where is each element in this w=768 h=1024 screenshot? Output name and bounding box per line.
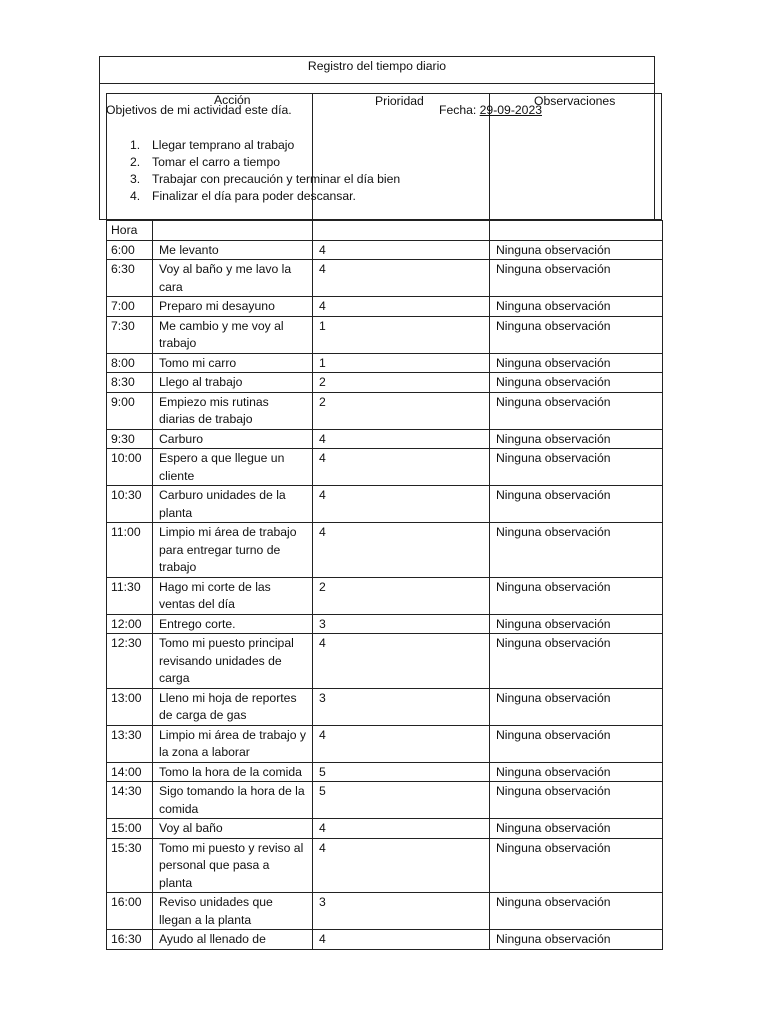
hora-cell: 14:00 <box>107 762 153 782</box>
prioridad-cell: 4 <box>313 429 490 449</box>
accion-cell: Empiezo mis rutinas diarias de trabajo <box>153 392 313 429</box>
table-row <box>107 819 663 839</box>
hora-cell: 7:00 <box>107 297 153 317</box>
table-row <box>107 297 663 317</box>
observacion-cell: Ninguna observación <box>490 782 663 819</box>
observacion-cell: Ninguna observación <box>490 373 663 393</box>
hora-cell: 10:30 <box>107 486 153 523</box>
prioridad-cell: 4 <box>313 297 490 317</box>
observacion-cell: Ninguna observación <box>490 486 663 523</box>
accion-cell: Llego al trabajo <box>153 373 313 393</box>
table-row <box>107 725 663 762</box>
table-row <box>107 316 663 353</box>
hora-header: Hora <box>107 221 153 241</box>
table-row <box>107 930 663 950</box>
hora-cell: 15:30 <box>107 838 153 893</box>
prioridad-cell: 4 <box>313 486 490 523</box>
hora-cell: 15:00 <box>107 819 153 839</box>
header-empty-cell <box>153 221 313 241</box>
prioridad-cell: 3 <box>313 614 490 634</box>
table-row <box>107 260 663 297</box>
observacion-cell: Ninguna observación <box>490 449 663 486</box>
observacion-cell: Ninguna observación <box>490 838 663 893</box>
table-row <box>107 782 663 819</box>
observacion-cell: Ninguna observación <box>490 614 663 634</box>
hora-cell: 16:30 <box>107 930 153 950</box>
time-log-body <box>107 221 663 950</box>
objetivo-num-4: 4. <box>130 189 141 203</box>
accion-cell: Reviso unidades que llegan a la planta <box>153 893 313 930</box>
table-row <box>107 577 663 614</box>
table-row <box>107 523 663 578</box>
accion-cell: Tomo mi puesto y reviso al personal que pasa a planta <box>153 838 313 893</box>
objetivo-text-2: Tomar el carro a tiempo <box>152 155 281 169</box>
prioridad-cell: 4 <box>313 449 490 486</box>
hora-cell: 8:00 <box>107 353 153 373</box>
observacion-cell: Ninguna observación <box>490 634 663 689</box>
accion-cell: Me levanto <box>153 240 313 260</box>
time-log-table <box>106 220 663 950</box>
table-row <box>107 240 663 260</box>
col-header-accion: Acción <box>214 93 251 107</box>
table-row <box>107 449 663 486</box>
hora-cell: 6:00 <box>107 240 153 260</box>
table-row <box>107 392 663 429</box>
hora-cell: 12:00 <box>107 614 153 634</box>
prioridad-cell: 1 <box>313 353 490 373</box>
observacion-cell: Ninguna observación <box>490 688 663 725</box>
hora-cell: 11:00 <box>107 523 153 578</box>
objetivo-num-2: 2. <box>130 155 141 169</box>
table-row <box>107 353 663 373</box>
accion-cell: Limpio mi área de trabajo para entregar turno de trabajo <box>153 523 313 578</box>
accion-cell: Voy al baño <box>153 819 313 839</box>
table-row <box>107 762 663 782</box>
table-row <box>107 688 663 725</box>
fecha-value: 29-09-2023 <box>479 103 542 117</box>
hora-cell: 14:30 <box>107 782 153 819</box>
prioridad-cell: 2 <box>313 577 490 614</box>
observacion-cell: Ninguna observación <box>490 930 663 950</box>
prioridad-cell: 4 <box>313 819 490 839</box>
accion-cell: Tomo la hora de la comida <box>153 762 313 782</box>
prioridad-cell: 4 <box>313 260 490 297</box>
observacion-cell: Ninguna observación <box>490 725 663 762</box>
hora-cell: 11:30 <box>107 577 153 614</box>
prioridad-cell: 1 <box>313 316 490 353</box>
objetivo-text-3: Trabajar con precaución y terminar el día bien <box>152 172 401 186</box>
prioridad-cell: 4 <box>313 838 490 893</box>
table-row <box>107 614 663 634</box>
table-row <box>107 429 663 449</box>
hora-cell: 16:00 <box>107 893 153 930</box>
table-header-row <box>107 221 663 241</box>
objetivo-text-1: Llegar temprano al trabajo <box>152 138 295 152</box>
prioridad-cell: 4 <box>313 725 490 762</box>
accion-cell: Espero a que llegue un cliente <box>153 449 313 486</box>
accion-cell: Preparo mi desayuno <box>153 297 313 317</box>
hora-cell: 12:30 <box>107 634 153 689</box>
table-row <box>107 634 663 689</box>
observacion-cell: Ninguna observación <box>490 429 663 449</box>
accion-cell: Tomo mi carro <box>153 353 313 373</box>
accion-cell: Voy al baño y me lavo la cara <box>153 260 313 297</box>
hora-cell: 8:30 <box>107 373 153 393</box>
table-row <box>107 893 663 930</box>
observacion-cell: Ninguna observación <box>490 353 663 373</box>
observacion-cell: Ninguna observación <box>490 893 663 930</box>
hora-cell: 7:30 <box>107 316 153 353</box>
prioridad-cell: 2 <box>313 392 490 429</box>
header-empty-cell <box>313 221 490 241</box>
prioridad-cell: 3 <box>313 688 490 725</box>
prioridad-cell: 4 <box>313 930 490 950</box>
prioridad-cell: 4 <box>313 634 490 689</box>
hora-cell: 9:30 <box>107 429 153 449</box>
page-title: Registro del tiempo diario <box>307 59 447 73</box>
observacion-cell: Ninguna observación <box>490 762 663 782</box>
prioridad-cell: 5 <box>313 782 490 819</box>
prioridad-cell: 2 <box>313 373 490 393</box>
objetivo-num-1: 1. <box>130 138 141 152</box>
observacion-cell: Ninguna observación <box>490 240 663 260</box>
accion-cell: Carburo unidades de la planta <box>153 486 313 523</box>
observacion-cell: Ninguna observación <box>490 577 663 614</box>
fecha-label: Fecha: <box>439 103 480 117</box>
accion-cell: Limpio mi área de trabajo y la zona a laborar <box>153 725 313 762</box>
observacion-cell: Ninguna observación <box>490 523 663 578</box>
hora-cell: 13:00 <box>107 688 153 725</box>
accion-cell: Ayudo al llenado de <box>153 930 313 950</box>
hora-cell: 10:00 <box>107 449 153 486</box>
hora-cell: 13:30 <box>107 725 153 762</box>
accion-cell: Lleno mi hoja de reportes de carga de gas <box>153 688 313 725</box>
prioridad-cell: 4 <box>313 240 490 260</box>
prioridad-cell: 4 <box>313 523 490 578</box>
table-row <box>107 838 663 893</box>
objetivo-num-3: 3. <box>130 172 141 186</box>
prioridad-cell: 5 <box>313 762 490 782</box>
observacion-cell: Ninguna observación <box>490 316 663 353</box>
observacion-cell: Ninguna observación <box>490 392 663 429</box>
accion-cell: Me cambio y me voy al trabajo <box>153 316 313 353</box>
col-header-observaciones: Observaciones <box>534 94 616 108</box>
hora-cell: 9:00 <box>107 392 153 429</box>
header-empty-cell <box>490 221 663 241</box>
observacion-cell: Ninguna observación <box>490 260 663 297</box>
table-row <box>107 373 663 393</box>
hora-cell: 6:30 <box>107 260 153 297</box>
observacion-cell: Ninguna observación <box>490 819 663 839</box>
objetivos-heading: Objetivos de mi actividad este día. <box>106 103 292 117</box>
prioridad-cell: 3 <box>313 893 490 930</box>
accion-cell: Entrego corte. <box>153 614 313 634</box>
objetivo-text-4: Finalizar el día para poder descansar. <box>152 189 356 203</box>
observacion-cell: Ninguna observación <box>490 297 663 317</box>
col-header-prioridad: Prioridad <box>375 94 424 108</box>
accion-cell: Sigo tomando la hora de la comida <box>153 782 313 819</box>
fecha <box>439 103 542 118</box>
accion-cell: Hago mi corte de las ventas del día <box>153 577 313 614</box>
accion-cell: Carburo <box>153 429 313 449</box>
accion-cell: Tomo mi puesto principal revisando unidades de carga <box>153 634 313 689</box>
table-row <box>107 486 663 523</box>
